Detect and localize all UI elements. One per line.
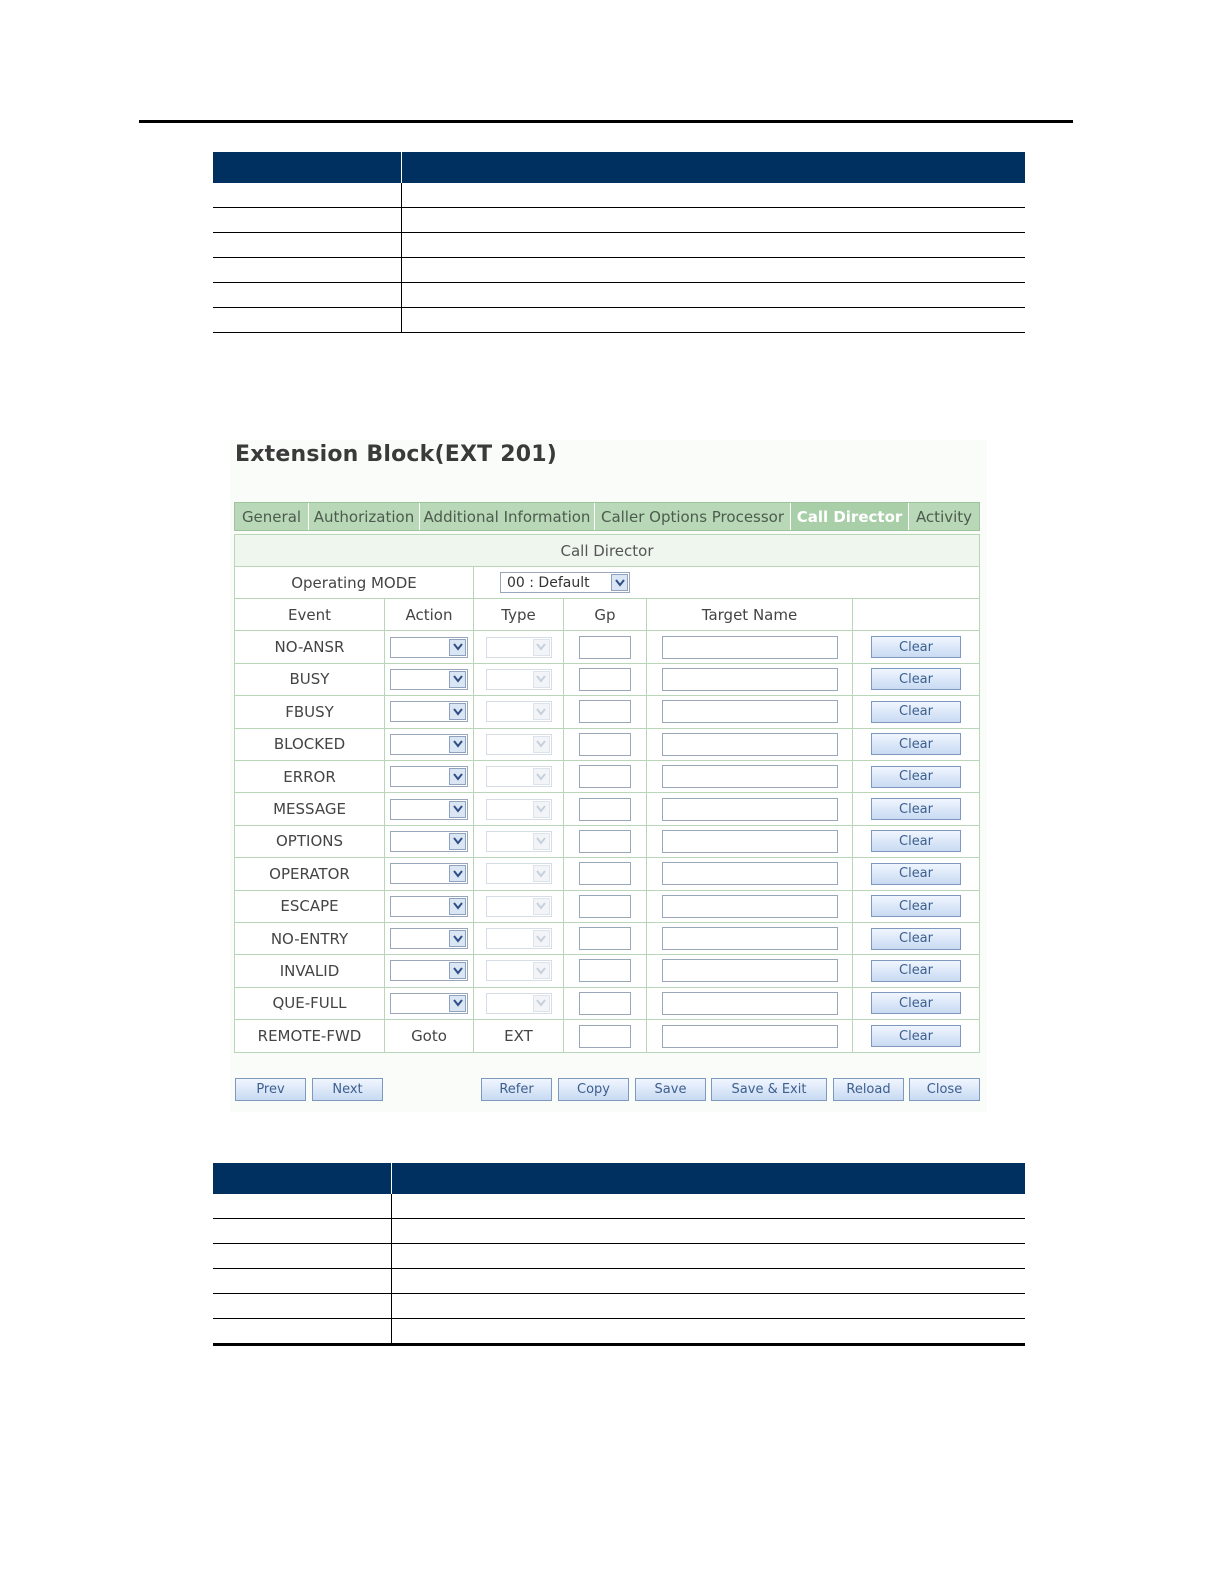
event-label: ESCAPE — [235, 891, 385, 922]
doc-table-row — [213, 1294, 1025, 1319]
action-select[interactable] — [390, 896, 468, 917]
page-header-rule — [139, 120, 1073, 123]
tab-bar — [234, 502, 980, 531]
type-select — [486, 734, 552, 755]
action-select[interactable] — [390, 863, 468, 884]
event-label: ERROR — [235, 761, 385, 792]
target-name-input[interactable] — [662, 959, 838, 982]
chevron-down-icon — [449, 768, 466, 785]
type-select — [486, 799, 552, 820]
action-select[interactable] — [390, 993, 468, 1014]
event-label: REMOTE-FWD — [235, 1020, 385, 1052]
action-select[interactable] — [390, 799, 468, 820]
reload-button[interactable]: Reload — [833, 1078, 904, 1101]
clear-button[interactable]: Clear — [871, 798, 961, 820]
gp-input[interactable] — [579, 700, 631, 723]
event-label: QUE-FULL — [235, 988, 385, 1019]
clear-button[interactable]: Clear — [871, 1025, 961, 1047]
chevron-down-icon — [449, 833, 466, 850]
clear-column-header — [853, 599, 979, 630]
table-row — [235, 631, 979, 663]
type-select — [486, 896, 552, 917]
refer-button[interactable]: Refer — [481, 1078, 552, 1101]
clear-button[interactable]: Clear — [871, 830, 961, 852]
gp-input[interactable] — [579, 862, 631, 885]
doc-table-row — [213, 308, 1025, 333]
type-select — [486, 831, 552, 852]
doc-table-row — [213, 233, 1025, 258]
doc-table-row — [213, 1244, 1025, 1269]
doc-table-row — [213, 1269, 1025, 1294]
table-row — [235, 793, 979, 825]
footer-buttons — [235, 1078, 980, 1102]
target-name-input[interactable] — [662, 733, 838, 756]
target-name-input[interactable] — [662, 798, 838, 821]
clear-button[interactable]: Clear — [871, 992, 961, 1014]
event-label: MESSAGE — [235, 793, 385, 824]
chevron-down-icon — [611, 574, 628, 591]
clear-button[interactable]: Clear — [871, 863, 961, 885]
doc-table-row — [213, 208, 1025, 233]
chevron-down-icon — [449, 801, 466, 818]
doc-table-row — [213, 183, 1025, 208]
action-select[interactable] — [390, 669, 468, 690]
call-director-grid — [234, 534, 980, 1053]
grid-title: Call Director — [235, 535, 979, 567]
action-select[interactable] — [390, 928, 468, 949]
event-label: OPTIONS — [235, 826, 385, 857]
target-name-input[interactable] — [662, 927, 838, 950]
gp-column-header: Gp — [564, 599, 647, 630]
operating-mode-select[interactable] — [500, 572, 630, 593]
type-value: EXT — [474, 1020, 564, 1052]
chevron-down-icon — [449, 703, 466, 720]
gp-input[interactable] — [579, 927, 631, 950]
action-value: Goto — [385, 1020, 474, 1052]
tab-activity[interactable]: Activity — [915, 507, 973, 526]
target-name-input[interactable] — [662, 636, 838, 659]
table-row — [235, 858, 979, 890]
clear-button[interactable]: Clear — [871, 960, 961, 982]
type-select — [486, 863, 552, 884]
page-title: Extension Block(EXT 201) — [235, 442, 557, 467]
chevron-down-icon — [533, 833, 550, 850]
clear-button[interactable]: Clear — [871, 928, 961, 950]
gp-input[interactable] — [579, 636, 631, 659]
table-row — [235, 955, 979, 987]
table-row — [235, 988, 979, 1020]
target-name-input[interactable] — [662, 700, 838, 723]
clear-button[interactable]: Clear — [871, 733, 961, 755]
chevron-down-icon — [449, 898, 466, 915]
tab-authorization[interactable]: Authorization — [309, 503, 420, 530]
action-select[interactable] — [390, 701, 468, 722]
clear-button[interactable]: Clear — [871, 636, 961, 658]
gp-input[interactable] — [579, 733, 631, 756]
doc-table-row — [213, 1319, 1025, 1346]
doc-table-top — [213, 152, 1025, 333]
type-select — [486, 669, 552, 690]
extension-block-panel — [230, 440, 987, 1112]
chevron-down-icon — [449, 865, 466, 882]
table-row — [235, 761, 979, 793]
event-rows — [235, 631, 979, 1052]
gp-input[interactable] — [579, 830, 631, 853]
action-column-header: Action — [385, 599, 474, 630]
operating-mode-label: Operating MODE — [235, 567, 474, 598]
target-name-input[interactable] — [662, 668, 838, 691]
target-name-input[interactable] — [662, 1025, 838, 1048]
action-select[interactable] — [390, 960, 468, 981]
type-select — [486, 637, 552, 658]
target-name-input[interactable] — [662, 765, 838, 788]
tab-general[interactable]: General — [235, 503, 309, 530]
grid-header-row — [235, 599, 979, 631]
chevron-down-icon — [449, 736, 466, 753]
target-name-input[interactable] — [662, 895, 838, 918]
chevron-down-icon — [449, 930, 466, 947]
gp-input[interactable] — [579, 798, 631, 821]
gp-input[interactable] — [579, 895, 631, 918]
gp-input[interactable] — [579, 992, 631, 1015]
chevron-down-icon — [533, 898, 550, 915]
chevron-down-icon — [533, 930, 550, 947]
event-label: NO-ANSR — [235, 631, 385, 662]
event-label: FBUSY — [235, 696, 385, 727]
operating-mode-value: 00 : Default — [507, 574, 590, 591]
action-select[interactable] — [390, 766, 468, 787]
save-exit-button[interactable]: Save & Exit — [711, 1078, 827, 1101]
target-name-input[interactable] — [662, 862, 838, 885]
chevron-down-icon — [533, 995, 550, 1012]
gp-input[interactable] — [579, 1025, 631, 1048]
doc-table-row — [213, 1219, 1025, 1244]
table-row — [235, 729, 979, 761]
doc-table-row — [213, 283, 1025, 308]
chevron-down-icon — [449, 995, 466, 1012]
clear-button[interactable]: Clear — [871, 668, 961, 690]
doc-table-header — [213, 152, 1025, 183]
type-select — [486, 993, 552, 1014]
table-row — [235, 1020, 979, 1052]
tab-caller-options-processor[interactable]: Caller Options Processor — [595, 503, 791, 530]
target-name-column-header: Target Name — [647, 599, 853, 630]
table-row — [235, 891, 979, 923]
prev-button[interactable]: Prev — [235, 1078, 306, 1101]
type-select — [486, 766, 552, 787]
type-select — [486, 960, 552, 981]
doc-table-row — [213, 1194, 1025, 1219]
chevron-down-icon — [449, 962, 466, 979]
doc-table-bottom — [213, 1163, 1025, 1346]
close-button[interactable]: Close — [909, 1078, 980, 1101]
save-button[interactable]: Save — [635, 1078, 706, 1101]
table-row — [235, 826, 979, 858]
target-name-input[interactable] — [662, 992, 838, 1015]
type-select — [486, 701, 552, 722]
clear-button[interactable]: Clear — [871, 766, 961, 788]
tab-additional-information[interactable]: Additional Information — [420, 503, 595, 530]
chevron-down-icon — [533, 768, 550, 785]
table-row — [235, 923, 979, 955]
operating-mode-row — [235, 567, 979, 599]
copy-button[interactable]: Copy — [558, 1078, 629, 1101]
table-row — [235, 696, 979, 728]
chevron-down-icon — [533, 865, 550, 882]
event-label: NO-ENTRY — [235, 923, 385, 954]
chevron-down-icon — [533, 962, 550, 979]
chevron-down-icon — [533, 703, 550, 720]
chevron-down-icon — [533, 801, 550, 818]
gp-input[interactable] — [579, 765, 631, 788]
doc-table-header — [213, 1163, 1025, 1194]
chevron-down-icon — [533, 736, 550, 753]
event-label: OPERATOR — [235, 858, 385, 889]
chevron-down-icon — [449, 671, 466, 688]
chevron-down-icon — [533, 639, 550, 656]
gp-input[interactable] — [579, 959, 631, 982]
event-column-header: Event — [235, 599, 385, 630]
clear-button[interactable]: Clear — [871, 895, 961, 917]
type-column-header: Type — [474, 599, 564, 630]
type-select — [486, 928, 552, 949]
table-row — [235, 664, 979, 696]
doc-table-row — [213, 258, 1025, 283]
tab-call-director[interactable]: Call Director — [791, 503, 909, 530]
gp-input[interactable] — [579, 668, 631, 691]
action-select[interactable] — [390, 734, 468, 755]
event-label: BUSY — [235, 664, 385, 695]
chevron-down-icon — [533, 671, 550, 688]
event-label: BLOCKED — [235, 729, 385, 760]
event-label: INVALID — [235, 955, 385, 986]
action-select[interactable] — [390, 831, 468, 852]
chevron-down-icon — [449, 639, 466, 656]
target-name-input[interactable] — [662, 830, 838, 853]
clear-button[interactable]: Clear — [871, 701, 961, 723]
action-select[interactable] — [390, 637, 468, 658]
next-button[interactable]: Next — [312, 1078, 383, 1101]
